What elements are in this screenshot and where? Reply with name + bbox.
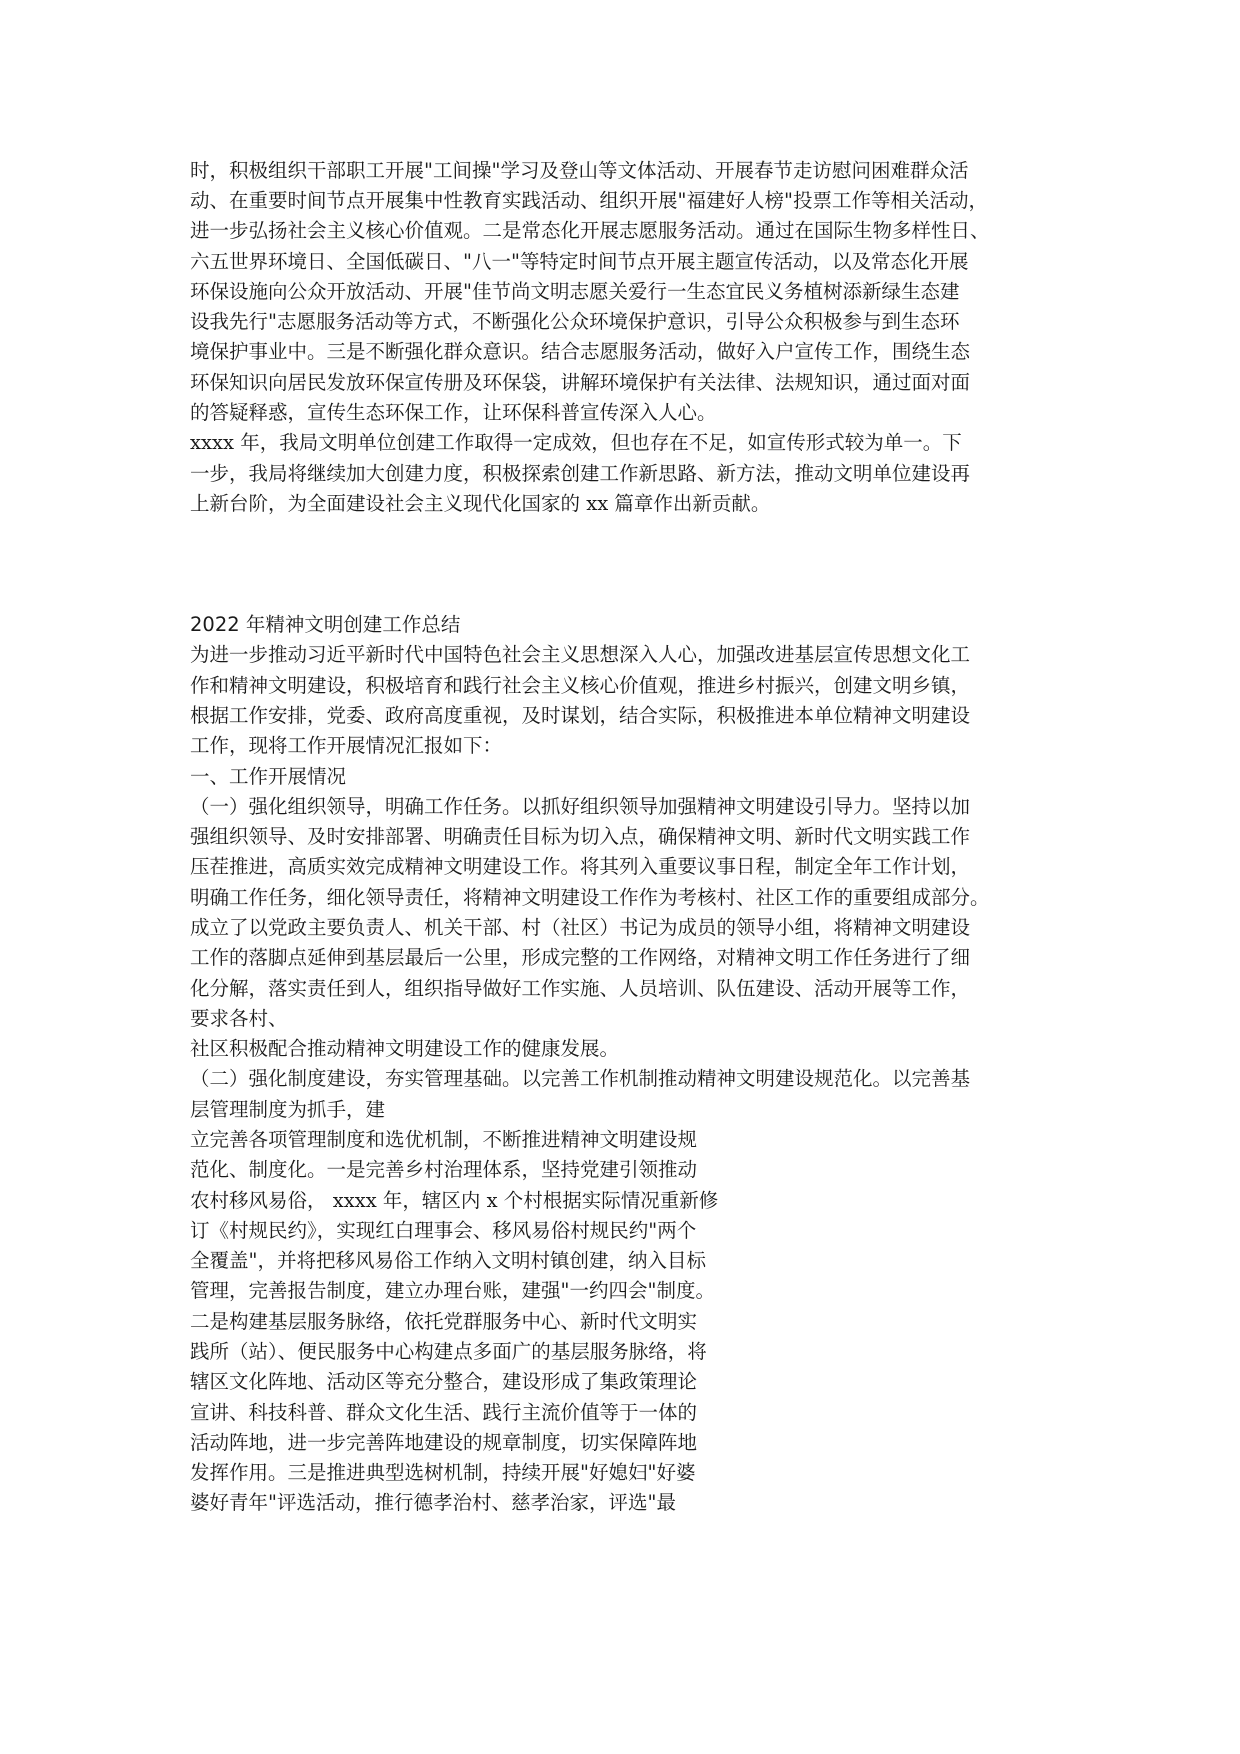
document-title: 2022 年精神文明创建工作总结 (190, 613, 461, 636)
section-heading: 一、工作开展情况 (190, 765, 347, 788)
body-text-line: 的答疑释惑，宣传生态环保工作，让环保科普宣传深入人心。 (190, 401, 717, 424)
body-text-line: （二）强化制度建设，夯实管理基础。以完善工作机制推动精神文明建设规范化。以完善基 (190, 1067, 971, 1090)
body-text-line: 成立了以党政主要负责人、机关干部、村（社区）书记为成员的领导小组，将精神文明建设 (190, 916, 971, 939)
body-text-line: 环保知识向居民发放环保宣传册及环保袋，讲解环境保护有关法律、法规知识，通过面对面 (190, 371, 971, 394)
body-text-line: 明确工作任务，细化领导责任，将精神文明建设工作作为考核村、社区工作的重要组成部分。 (190, 886, 990, 909)
body-text-line: 作和精神文明建设，积极培育和践行社会主义核心价值观，推进乡村振兴，创建文明乡镇， (190, 674, 971, 697)
body-text-line: 践所（站）、便民服务中心构建点多面广的基层服务脉络，将 (190, 1340, 707, 1363)
body-text-line: 订《村规民约》，实现红白理事会、移风易俗村规民约"两个 (190, 1219, 697, 1242)
body-text-line: 环保设施向公众开放活动、开展"佳节尚文明志愿关爱行一生态宜民义务植树添新绿生态建 (190, 280, 960, 303)
body-text-line: 压茬推进，高质实效完成精神文明建设工作。将其列入重要议事日程，制定全年工作计划， (190, 855, 971, 878)
body-text-line: 化分解，落实责任到人，组织指导做好工作实施、人员培训、队伍建设、活动开展等工作， (190, 977, 971, 1000)
body-text-line: 进一步弘扬社会主义核心价值观。二是常态化开展志愿服务活动。通过在国际生物多样性日、 (190, 219, 990, 242)
body-text-line: xxxx 年，我局文明单位创建工作取得一定成效，但也存在不足，如宣传形式较为单一。下 (190, 431, 962, 454)
body-text-line: 立完善各项管理制度和选优机制，不断推进精神文明建设规 (190, 1128, 698, 1151)
body-text-line: 时，积极组织干部职工开展"工间操"学习及登山等文体活动、开展春节走访慰问困难群众活 (190, 159, 969, 182)
body-text-line: 为进一步推动习近平新时代中国特色社会主义思想深入人心，加强改进基层宣传思想文化工 (190, 643, 971, 666)
body-text-line: 工作，现将工作开展情况汇报如下： (190, 734, 503, 757)
body-text-line: 层管理制度为抓手，建 (190, 1098, 386, 1121)
body-text-line: 活动阵地，进一步完善阵地建设的规章制度，切实保障阵地 (190, 1431, 698, 1454)
body-text-line: 动、在重要时间节点开展集中性教育实践活动、组织开展"福建好人榜"投票工作等相关活动， (190, 189, 988, 212)
body-text-line: 强组织领导、及时安排部署、明确责任目标为切入点，确保精神文明、新时代文明实践工作 (190, 825, 971, 848)
body-text-line: 辖区文化阵地、活动区等充分整合，建设形成了集政策理论 (190, 1370, 698, 1393)
body-text-line: 管理，完善报告制度，建立办理台账，建强"一约四会"制度。 (190, 1279, 715, 1302)
body-text-line: 要求各村、 (190, 1007, 288, 1030)
body-text-line: （一）强化组织领导，明确工作任务。以抓好组织领导加强精神文明建设引导力。坚持以加 (190, 795, 971, 818)
body-text-line: 工作的落脚点延伸到基层最后一公里，形成完整的工作网络，对精神文明工作任务进行了细 (190, 946, 971, 969)
body-text-line: 二是构建基层服务脉络，依托党群服务中心、新时代文明实 (190, 1310, 698, 1333)
body-text-line: 社区积极配合推动精神文明建设工作的健康发展。 (190, 1037, 620, 1060)
body-text-line: 一步，我局将继续加大创建力度，积极探索创建工作新思路、新方法，推动文明单位建设再 (190, 462, 971, 485)
body-text-line: 婆好青年"评选活动，推行德孝治村、慈孝治家，评选"最 (190, 1491, 676, 1514)
body-text-line: 根据工作安排，党委、政府高度重视，及时谋划，结合实际，积极推进本单位精神文明建设 (190, 704, 971, 727)
body-text-line: 农村移风易俗， xxxx 年，辖区内 x 个村根据实际情况重新修 (190, 1189, 719, 1212)
body-text-line: 范化、制度化。一是完善乡村治理体系，坚持党建引领推动 (190, 1158, 698, 1181)
body-text-line: 设我先行"志愿服务活动等方式，不断强化公众环境保护意识，引导公众积极参与到生态环 (190, 310, 960, 333)
body-text-line: 全覆盖"，并将把移风易俗工作纳入文明村镇创建，纳入目标 (190, 1249, 706, 1272)
body-text-line: 上新台阶，为全面建设社会主义现代化国家的 xx 篇章作出新贡献。 (190, 492, 771, 515)
body-text-line: 发挥作用。三是推进典型选树机制，持续开展"好媳妇"好婆 (190, 1461, 696, 1484)
body-text-line: 境保护事业中。三是不断强化群众意识。结合志愿服务活动，做好入户宣传工作，围绕生态 (190, 340, 971, 363)
body-text-line: 宣讲、科技科普、群众文化生活、践行主流价值等于一体的 (190, 1401, 698, 1424)
body-text-line: 六五世界环境日、全国低碳日、"八一"等特定时间节点开展主题宣传活动，以及常态化开展 (190, 250, 969, 273)
